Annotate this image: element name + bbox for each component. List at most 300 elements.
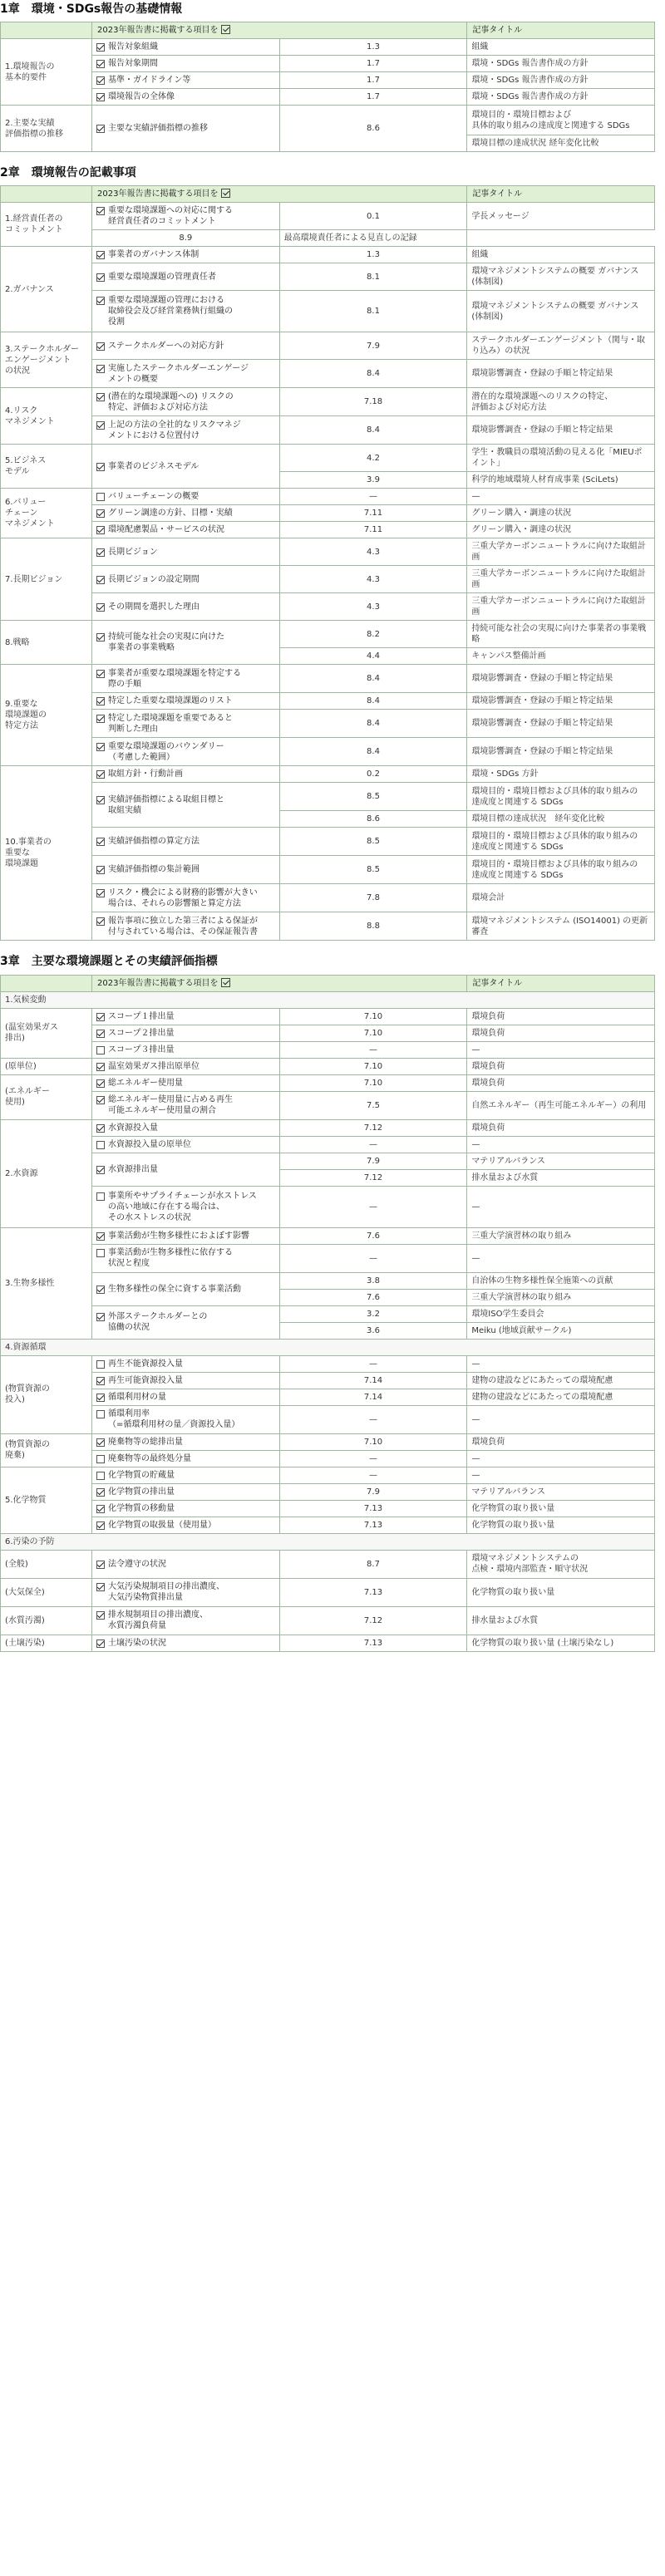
page-number: 7.10 bbox=[279, 1025, 467, 1041]
checked-checkbox-icon[interactable] bbox=[96, 393, 105, 401]
table-row bbox=[1, 1550, 655, 1578]
table-row bbox=[1, 1355, 655, 1372]
table-row bbox=[1, 1227, 655, 1244]
header-blank bbox=[1, 975, 92, 991]
checklist-item bbox=[96, 524, 275, 535]
page-number: 7.12 bbox=[279, 1119, 467, 1136]
checked-checkbox-icon[interactable] bbox=[96, 633, 105, 642]
checked-checkbox-icon[interactable] bbox=[96, 365, 105, 373]
item-cell bbox=[92, 828, 280, 856]
item-label: 重要な環境課題のバウンダリー （考慮した範囲） bbox=[108, 741, 224, 762]
item-label: 事業所やサプライチェーンが水ストレス の高い地域に存在する場合は、 その水ストレスの状況 bbox=[108, 1191, 257, 1222]
unchecked-checkbox-icon[interactable] bbox=[96, 1249, 105, 1257]
item-cell bbox=[92, 332, 280, 360]
item-label: 特定した環境課題を重要であると 判断した理由 bbox=[108, 713, 233, 734]
header-items-label: 2023年報告書に掲載する項目を bbox=[97, 978, 219, 988]
item-cell bbox=[92, 1074, 280, 1091]
checked-checkbox-icon[interactable] bbox=[96, 463, 105, 471]
item-label: 事業者が重要な環境課題を特定する 際の手順 bbox=[108, 668, 241, 689]
checklist-item bbox=[96, 1247, 275, 1269]
article-title: 環境・SDGs 報告書作成の方針 bbox=[467, 72, 655, 89]
table-row bbox=[1, 1483, 655, 1500]
item-label: 土壌汚染の状況 bbox=[108, 1638, 166, 1648]
checked-checkbox-icon[interactable] bbox=[96, 866, 105, 874]
checked-checkbox-icon[interactable] bbox=[96, 1639, 105, 1648]
table-row bbox=[1, 1305, 655, 1322]
article-title: — bbox=[467, 489, 655, 505]
article-title: — bbox=[467, 1405, 655, 1433]
item-label: 排水規制項目の排出濃度、 水質汚濁負荷量 bbox=[108, 1610, 208, 1631]
category-cell bbox=[1, 1355, 92, 1433]
page-number: 1.7 bbox=[279, 89, 467, 106]
table-row bbox=[1, 1272, 655, 1289]
item-label: 長期ビジョン bbox=[108, 547, 158, 557]
checked-checkbox-icon[interactable] bbox=[96, 1488, 105, 1497]
item-cell bbox=[92, 1008, 280, 1025]
chapter-heading: 1章 環境・SDGs報告の基礎情報 bbox=[0, 2, 183, 16]
article-title: 学長メッセージ bbox=[467, 203, 655, 230]
checked-checkbox-icon[interactable] bbox=[96, 125, 105, 133]
checked-checkbox-icon[interactable] bbox=[96, 273, 105, 282]
page-number: 7.13 bbox=[279, 1635, 467, 1651]
table-row bbox=[1, 766, 655, 783]
checklist-item bbox=[96, 916, 275, 937]
page-number: 8.1 bbox=[279, 263, 467, 291]
checklist-item bbox=[96, 769, 275, 779]
checklist-item bbox=[96, 341, 275, 351]
checklist-item bbox=[96, 1408, 275, 1430]
checked-checkbox-icon[interactable] bbox=[96, 796, 105, 804]
page-number: — bbox=[279, 1136, 467, 1153]
item-label: 廃棄物等の最終処分量 bbox=[108, 1453, 191, 1463]
checked-checkbox-icon[interactable] bbox=[96, 342, 105, 351]
checklist-item bbox=[96, 1520, 275, 1531]
table-row bbox=[1, 566, 655, 593]
item-cell bbox=[92, 72, 280, 89]
article-title: 三重大学演習林の取り組み bbox=[467, 1289, 655, 1305]
table-row bbox=[1, 1450, 655, 1467]
article-title: 環境マネジメントシステムの概要 ガバナンス (体制図) bbox=[467, 291, 655, 332]
article-title: 環境マネジメントシステムの概要 ガバナンス (体制図) bbox=[467, 263, 655, 291]
checked-checkbox-icon[interactable] bbox=[96, 889, 105, 897]
page-number: — bbox=[279, 1355, 467, 1372]
category-cell bbox=[1, 1578, 92, 1606]
group-heading-row bbox=[1, 1533, 655, 1550]
category-cell bbox=[1, 665, 92, 766]
item-cell bbox=[92, 106, 280, 152]
table-header bbox=[1, 975, 655, 991]
header-title: 記事タイトル bbox=[467, 186, 655, 203]
unchecked-checkbox-icon[interactable] bbox=[96, 1046, 105, 1054]
checked-checkbox-icon[interactable] bbox=[96, 1561, 105, 1569]
checklist-item bbox=[96, 1094, 275, 1116]
table-row bbox=[1, 1136, 655, 1153]
item-cell bbox=[92, 1578, 280, 1606]
checked-checkbox-icon[interactable] bbox=[96, 670, 105, 678]
item-cell bbox=[92, 621, 280, 665]
chapter-3 bbox=[0, 954, 655, 1651]
item-cell bbox=[92, 247, 280, 263]
chapter-1 bbox=[0, 2, 655, 152]
checked-checkbox-icon[interactable] bbox=[96, 76, 105, 85]
chapter-heading: 3章 主要な環境課題とその実績評価指標 bbox=[0, 955, 218, 969]
checklist-item bbox=[96, 668, 275, 690]
unchecked-checkbox-icon[interactable] bbox=[96, 1192, 105, 1201]
category-cell bbox=[1, 1119, 92, 1227]
checked-checkbox-icon[interactable] bbox=[96, 1286, 105, 1294]
table-row bbox=[1, 89, 655, 106]
checked-checkbox-icon[interactable] bbox=[96, 1013, 105, 1021]
unchecked-checkbox-icon[interactable] bbox=[96, 1410, 105, 1418]
category-cell bbox=[1, 445, 92, 489]
checked-checkbox-icon[interactable] bbox=[96, 1313, 105, 1321]
category-label: 2.水資源 bbox=[5, 1168, 38, 1178]
article-title: — bbox=[467, 1136, 655, 1153]
table-row bbox=[1, 1578, 655, 1606]
checklist-item bbox=[96, 1231, 275, 1241]
checklist-item bbox=[96, 1503, 275, 1514]
item-cell bbox=[92, 1186, 280, 1227]
item-label: 報告対象期間 bbox=[108, 59, 158, 69]
checklist-item bbox=[96, 508, 275, 519]
checklist-item bbox=[96, 272, 275, 283]
item-cell bbox=[92, 766, 280, 783]
checked-checkbox-icon[interactable] bbox=[96, 917, 105, 926]
checked-checkbox-icon[interactable] bbox=[96, 603, 105, 612]
checklist-item bbox=[96, 836, 275, 847]
table-row bbox=[1, 360, 655, 388]
page-number: 7.18 bbox=[279, 388, 467, 416]
category-label: 1.経営責任者の コミットメント bbox=[5, 214, 63, 235]
checklist-item bbox=[96, 1392, 275, 1403]
category-label: 6.バリュー チェーン マネジメント bbox=[5, 498, 55, 529]
category-cell bbox=[1, 1227, 92, 1339]
table-row bbox=[1, 538, 655, 566]
checklist-item bbox=[96, 295, 275, 327]
checked-checkbox-icon[interactable] bbox=[96, 297, 105, 305]
article-title: 環境マネジメントシステム (ISO14001) の更新審査 bbox=[467, 912, 655, 941]
page-number: 7.10 bbox=[279, 1433, 467, 1450]
category-cell bbox=[1, 203, 92, 247]
checklist-item bbox=[96, 1638, 275, 1649]
category-label: (全般) bbox=[5, 1559, 28, 1569]
article-title: グリーン購入・調達の状況 bbox=[467, 505, 655, 522]
checked-checkbox-icon[interactable] bbox=[96, 1124, 105, 1133]
checked-checkbox-icon[interactable] bbox=[96, 509, 105, 518]
category-label: (エネルギー 使用) bbox=[5, 1087, 50, 1108]
checklist-item bbox=[96, 1123, 275, 1133]
checked-checkbox-icon[interactable] bbox=[96, 838, 105, 846]
category-label: (温室効果ガス 排出) bbox=[5, 1023, 58, 1044]
checked-checkbox-icon[interactable] bbox=[96, 770, 105, 779]
item-label: 廃棄物等の総排出量 bbox=[108, 1437, 183, 1447]
unchecked-checkbox-icon[interactable] bbox=[96, 1360, 105, 1369]
item-cell bbox=[92, 1025, 280, 1041]
checked-checkbox-icon[interactable] bbox=[96, 1030, 105, 1038]
checked-checkbox-icon[interactable] bbox=[96, 421, 105, 430]
table-row bbox=[1, 230, 655, 247]
page-number: — bbox=[279, 1450, 467, 1467]
page-number: 8.2 bbox=[279, 621, 467, 648]
checked-checkbox-icon[interactable] bbox=[96, 697, 105, 705]
item-label: 主要な実績評価指標の推移 bbox=[108, 124, 208, 134]
table-row bbox=[1, 39, 655, 56]
checklist-item bbox=[96, 491, 275, 502]
checklist-item bbox=[96, 574, 275, 585]
category-label: (水質汚濁) bbox=[5, 1615, 45, 1625]
item-label: スコープ３排出量 bbox=[108, 1045, 175, 1054]
table-row bbox=[1, 1635, 655, 1651]
page-number: 7.10 bbox=[279, 1058, 467, 1074]
checked-checkbox-icon[interactable] bbox=[96, 548, 105, 557]
item-label: 取組方針・行動計画 bbox=[108, 769, 183, 779]
page-number: 8.4 bbox=[279, 738, 467, 766]
checklist-item bbox=[96, 123, 275, 134]
page-number: 7.13 bbox=[279, 1517, 467, 1533]
article-title: 環境会計 bbox=[467, 884, 655, 912]
article-title: 環境マネジメントシステムの 点検・環境内部監査・順守状況 bbox=[467, 1550, 655, 1578]
checklist-item bbox=[96, 1487, 275, 1497]
article-title: 環境影響調査・登録の手順と特定結果 bbox=[467, 665, 655, 693]
article-title: 建物の建設などにあたっての環境配慮 bbox=[467, 1389, 655, 1405]
article-title: 化学物質の取り扱い量 bbox=[467, 1578, 655, 1606]
item-label: 事業活動が生物多様性に依存する 状況と程度 bbox=[108, 1248, 233, 1269]
article-title: 環境負荷 bbox=[467, 1119, 655, 1136]
item-cell bbox=[92, 1372, 280, 1389]
page-number: 7.5 bbox=[279, 1091, 467, 1119]
item-label: 水資源排出量 bbox=[108, 1164, 158, 1174]
checked-checkbox-icon[interactable] bbox=[96, 743, 105, 751]
table-row bbox=[1, 1058, 655, 1074]
item-label: 実績評価指標による取組目標と 取組実績 bbox=[108, 794, 224, 815]
checked-checkbox-icon[interactable] bbox=[96, 1232, 105, 1241]
checklist-item bbox=[96, 1061, 275, 1072]
item-label: 水資源投入量の原単位 bbox=[108, 1139, 191, 1149]
unchecked-checkbox-icon[interactable] bbox=[96, 1455, 105, 1463]
header-blank bbox=[1, 22, 92, 39]
checked-checkbox-icon[interactable] bbox=[96, 251, 105, 259]
header-items-label: 2023年報告書に掲載する項目を bbox=[97, 26, 219, 36]
checklist-item bbox=[96, 741, 275, 763]
article-title: グリーン購入・調達の状況 bbox=[467, 522, 655, 538]
checklist-item bbox=[96, 1164, 275, 1175]
item-cell bbox=[92, 1119, 280, 1136]
item-label: 総エネルギー使用量に占める再生 可能エネルギー使用量の割合 bbox=[108, 1095, 233, 1116]
checked-checkbox-icon[interactable] bbox=[96, 526, 105, 534]
checklist-item bbox=[96, 1437, 275, 1448]
checked-checkbox-icon[interactable] bbox=[96, 1063, 105, 1071]
page-number: 8.7 bbox=[279, 1550, 467, 1578]
checked-checkbox-icon[interactable] bbox=[96, 1377, 105, 1385]
category-cell bbox=[1, 39, 92, 106]
unchecked-checkbox-icon[interactable] bbox=[96, 493, 105, 501]
page-number: 8.4 bbox=[279, 710, 467, 738]
page-number: 8.5 bbox=[279, 783, 467, 811]
checked-checkbox-icon[interactable] bbox=[96, 1611, 105, 1620]
table-row bbox=[1, 1091, 655, 1119]
article-title: 環境負荷 bbox=[467, 1025, 655, 1041]
item-cell bbox=[92, 1467, 280, 1483]
category-cell bbox=[1, 106, 92, 152]
category-cell bbox=[1, 247, 92, 332]
article-title: 環境・SDGs 報告書作成の方針 bbox=[467, 56, 655, 72]
category-cell bbox=[1, 766, 92, 941]
item-cell bbox=[92, 505, 280, 522]
group-heading: 6.汚染の予防 bbox=[1, 1533, 655, 1550]
article-title: 環境負荷 bbox=[467, 1008, 655, 1025]
checklist-item bbox=[96, 547, 275, 558]
checklist-item bbox=[96, 363, 275, 385]
item-cell bbox=[92, 1305, 280, 1339]
checklist-item bbox=[96, 864, 275, 875]
category-cell bbox=[1, 1074, 92, 1119]
table-row bbox=[1, 1244, 655, 1272]
article-title: 三重大学カーボンニュートラルに向けた取組計画 bbox=[467, 566, 655, 593]
table-row bbox=[1, 445, 655, 472]
item-cell bbox=[92, 1517, 280, 1533]
unchecked-checkbox-icon[interactable] bbox=[96, 1141, 105, 1149]
table-row bbox=[1, 621, 655, 648]
item-label: グリーン調達の方針、目標・実績 bbox=[108, 509, 233, 519]
article-title: 環境負荷 bbox=[467, 1074, 655, 1091]
item-label: 事業者のガバナンス体制 bbox=[108, 250, 200, 260]
page-number: 7.13 bbox=[279, 1578, 467, 1606]
checklist-item bbox=[96, 1311, 275, 1333]
item-cell bbox=[92, 263, 280, 291]
checked-checkbox-icon[interactable] bbox=[96, 1438, 105, 1447]
item-cell bbox=[92, 1606, 280, 1635]
table-row bbox=[1, 1041, 655, 1058]
table-row bbox=[1, 1606, 655, 1635]
header-title: 記事タイトル bbox=[467, 975, 655, 991]
item-label: 特定した重要な環境課題のリスト bbox=[108, 696, 233, 706]
checked-checkbox-icon[interactable] bbox=[96, 1522, 105, 1530]
item-label: 重要な環境課題への対応に関する 経営責任者のコミットメント bbox=[108, 206, 233, 227]
checklist-item bbox=[96, 1028, 275, 1039]
chapter-table bbox=[0, 975, 655, 1652]
page-number: 7.14 bbox=[279, 1389, 467, 1405]
checklist-item bbox=[96, 1470, 275, 1481]
category-label: (土壌汚染) bbox=[5, 1638, 45, 1648]
table-row bbox=[1, 1500, 655, 1517]
page-number: 8.9 bbox=[92, 230, 280, 247]
item-label: 生物多様性の保全に資する事業活動 bbox=[108, 1284, 241, 1294]
unchecked-checkbox-icon[interactable] bbox=[96, 1472, 105, 1480]
item-cell bbox=[92, 416, 280, 445]
item-label: 法令遵守の状況 bbox=[108, 1559, 166, 1569]
checked-checkbox-icon[interactable] bbox=[96, 1394, 105, 1402]
page-number: — bbox=[279, 1467, 467, 1483]
checked-checkbox-icon[interactable] bbox=[96, 1079, 105, 1088]
category-cell bbox=[1, 332, 92, 388]
checked-checkbox-icon[interactable] bbox=[96, 207, 105, 215]
checked-checkbox-icon[interactable] bbox=[96, 1096, 105, 1104]
category-label: 8.戦略 bbox=[5, 637, 30, 647]
checked-checkbox-icon[interactable] bbox=[96, 1166, 105, 1174]
group-heading-row bbox=[1, 991, 655, 1008]
checked-checkbox-icon[interactable] bbox=[96, 43, 105, 52]
checklist-item bbox=[96, 1359, 275, 1369]
page-number: — bbox=[279, 1244, 467, 1272]
page-number: 7.10 bbox=[279, 1074, 467, 1091]
article-title: — bbox=[467, 1244, 655, 1272]
table-row bbox=[1, 263, 655, 291]
article-title: 学生・教職員の環境活動の見える化「MIEUポイント」 bbox=[467, 445, 655, 472]
article-title: 最高環境責任者による見直しの記録 bbox=[279, 230, 467, 247]
table-row bbox=[1, 522, 655, 538]
checked-checkbox-icon[interactable] bbox=[96, 715, 105, 723]
checked-checkbox-icon[interactable] bbox=[96, 576, 105, 584]
checklist-item bbox=[96, 91, 275, 102]
category-cell bbox=[1, 489, 92, 538]
item-cell bbox=[92, 89, 280, 106]
article-title: 排水量および水質 bbox=[467, 1606, 655, 1635]
item-label: リスク・機会による財務的影響が大きい 場合は、それらの影響額と算定方法 bbox=[108, 887, 258, 908]
category-label: (物質資源の 投入) bbox=[5, 1384, 50, 1405]
item-label: 再生可能資源投入量 bbox=[108, 1375, 183, 1385]
checked-checkbox-icon[interactable] bbox=[96, 1505, 105, 1513]
article-title: 環境目的・環境目標および 具体的取り組みの達成度と関連する SDGs bbox=[467, 106, 655, 135]
category-label: 4.リスク マネジメント bbox=[5, 406, 55, 426]
article-title: 環境影響調査・登録の手順と特定結果 bbox=[467, 693, 655, 710]
item-label: 報告対象組織 bbox=[108, 42, 158, 52]
page-number: 7.8 bbox=[279, 884, 467, 912]
table-row bbox=[1, 291, 655, 332]
checklist-item bbox=[96, 794, 275, 816]
table-row bbox=[1, 783, 655, 811]
item-cell bbox=[92, 884, 280, 912]
item-cell bbox=[92, 522, 280, 538]
page-number: 3.9 bbox=[279, 472, 467, 489]
checklist-item bbox=[96, 1011, 275, 1022]
category-cell bbox=[1, 1058, 92, 1074]
page-number: 8.4 bbox=[279, 693, 467, 710]
header-blank bbox=[1, 186, 92, 203]
checked-checkbox-icon[interactable] bbox=[96, 93, 105, 101]
category-cell bbox=[1, 1550, 92, 1578]
page-number: 7.12 bbox=[279, 1169, 467, 1186]
item-cell bbox=[92, 291, 280, 332]
checked-checkbox-icon[interactable] bbox=[96, 60, 105, 68]
page-number: 1.7 bbox=[279, 56, 467, 72]
item-label: (潜在的な環境課題への) リスクの 特定、評価および対応方法 bbox=[108, 391, 234, 412]
item-cell bbox=[92, 1355, 280, 1372]
category-label: (原単位) bbox=[5, 1061, 37, 1071]
article-title: 環境目標の達成状況 経年変化比較 bbox=[467, 811, 655, 828]
article-title: 環境負荷 bbox=[467, 1058, 655, 1074]
checkbox-icon bbox=[221, 25, 230, 34]
category-label: 3.生物多様性 bbox=[5, 1278, 55, 1288]
group-heading-row bbox=[1, 1339, 655, 1355]
item-label: 化学物質の貯蔵量 bbox=[108, 1470, 175, 1480]
item-cell bbox=[92, 1389, 280, 1405]
table-row bbox=[1, 1433, 655, 1450]
checked-checkbox-icon[interactable] bbox=[96, 1583, 105, 1591]
page-number: — bbox=[279, 1405, 467, 1433]
table-row bbox=[1, 1008, 655, 1025]
category-label: 2.ガバナンス bbox=[5, 284, 54, 294]
page-number: 3.6 bbox=[279, 1322, 467, 1339]
article-title: 組織 bbox=[467, 247, 655, 263]
table-row bbox=[1, 1372, 655, 1389]
article-title: 三重大学演習林の取り組み bbox=[467, 1227, 655, 1244]
page-number: — bbox=[279, 489, 467, 505]
table-header bbox=[1, 186, 655, 203]
page-number: 4.3 bbox=[279, 593, 467, 621]
page-number: 8.8 bbox=[279, 912, 467, 941]
item-label: バリューチェーンの概要 bbox=[108, 492, 200, 502]
item-cell bbox=[92, 538, 280, 566]
